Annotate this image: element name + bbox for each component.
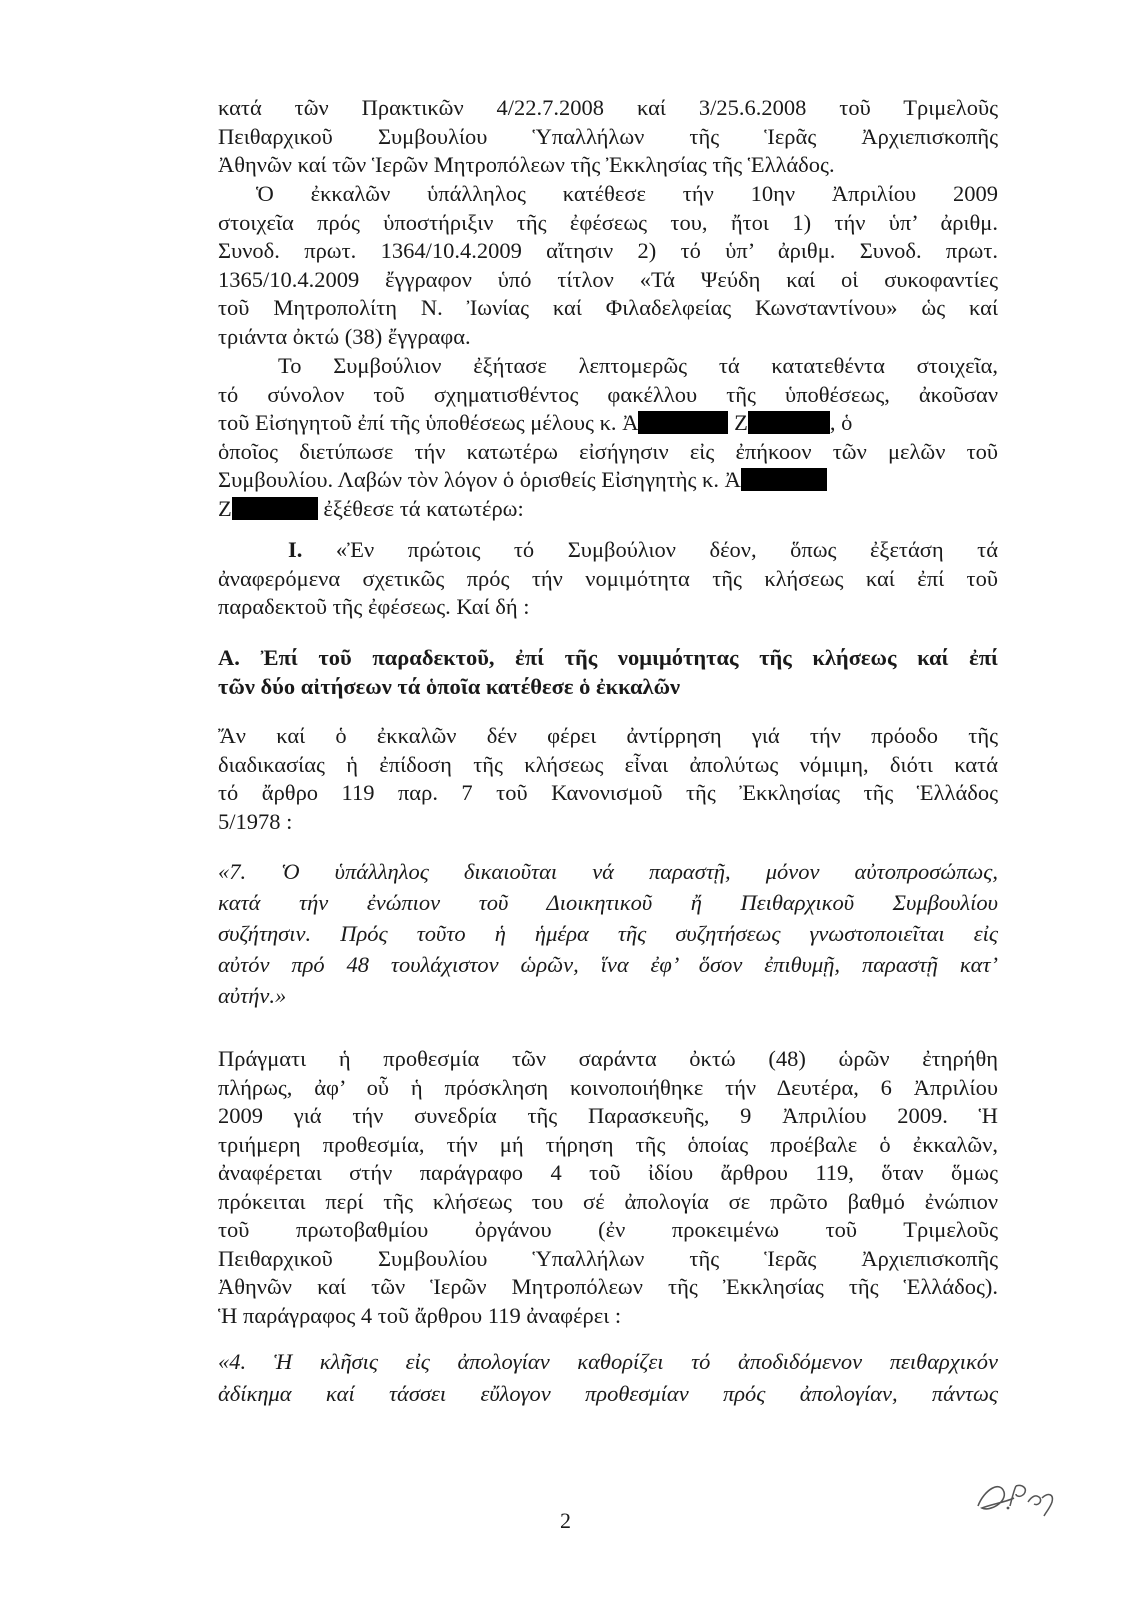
text-line: ἀναφερόμενα σχετικῶς πρός τήν νομιμότητα τῆς κλήσεως καί ἐπί τοῦ — [218, 565, 998, 591]
text-line: κατά τῶν Πρακτικῶν 4/22.7.2008 καί 3/25.6.2008 τοῦ Τριμελοῦς — [218, 95, 998, 120]
text-segment: Ἀ — [622, 410, 639, 435]
text-line: τριάντα ὀκτώ (38) ἔγγραφα. — [218, 323, 471, 349]
quote-line: «7. Ὁ ὑπάλληλος δικαιοῦται νά παραστῇ, μόνον αὐτοπροσώπως, — [218, 859, 998, 884]
quote-paragraph-7 — [218, 856, 998, 1011]
redaction-block — [741, 468, 827, 491]
text-line: 2009 γιά τήν συνεδρία τῆς Παρασκευῆς, 9 Ἀπριλίου 2009. Ἡ — [218, 1103, 998, 1128]
text-segment: τοῦ Εἰσηγητοῦ ἐπί τῆς ὑποθέσεως μέλους κ. — [218, 410, 617, 435]
section-numeral: I. — [288, 537, 303, 562]
page-number: 2 — [560, 1508, 571, 1533]
paragraph-5 — [218, 1045, 998, 1330]
text-line-with-redactions — [218, 495, 998, 524]
text-line: Ὁ ἐκκαλῶν ὑπάλληλος κατέθεσε τήν 10ην Ἀπριλίου 2009 — [256, 181, 998, 206]
text-line: παραδεκτοῦ τῆς ἐφέσεως. Καί δή : — [218, 594, 530, 619]
text-segment: ἐξέθεσε τά κατωτέρω: — [323, 495, 524, 521]
text-line: Συνοδ. πρωτ. 1364/10.4.2009 αἴτησιν 2) τό ὑπ’ ἀριθμ. Συνοδ. πρωτ. — [218, 238, 998, 263]
text-segment: , ὁ — [829, 410, 853, 435]
paragraph-1 — [218, 94, 998, 180]
quote-line: αὐτόν πρό 48 τουλάχιστον ὡρῶν, ἵνα ἐφ’ ὅσον ἐπιθυμῇ, παραστῇ κατ’ — [218, 952, 998, 977]
text-line-with-redactions — [218, 409, 998, 438]
text-line: Ἀθηνῶν καί τῶν Ἱερῶν Μητροπόλεων τῆς Ἐκκλησίας τῆς Ἑλλάδος. — [218, 152, 835, 177]
text-line: διαδικασίας ἡ ἐπίδοση τῆς κλήσεως εἶναι ἀπολύτως νόμιμη, διότι κατά — [218, 751, 998, 777]
text-line: Πειθαρχικοῦ Συμβουλίου Ὑπαλλήλων τῆς Ἱερᾶς Ἀρχιεπισκοπῆς — [218, 1245, 998, 1271]
section-i — [218, 536, 998, 622]
text-line: ὁποῖος διετύπωσε τήν κατωτέρω εἰσήγησιν εἰς ἐπήκοον τῶν μελῶν τοῦ — [218, 438, 998, 464]
redaction-block — [232, 497, 318, 520]
text-line: στοιχεῖα πρός ὑποστήριξιν τῆς ἐφέσεως του, ἤτοι 1) τήν ὑπ’ ἀριθμ. — [218, 209, 998, 235]
paragraph-3 — [218, 352, 998, 523]
paragraph-4 — [218, 722, 998, 836]
text-line: τοῦ πρωτοβαθμίου ὀργάνου (ἐν προκειμένω τοῦ Τριμελοῦς — [218, 1217, 998, 1242]
text-line: τριήμερη προθεσμία, τήν μή τήρηση τῆς ὁποίας προέβαλε ὁ ἐκκαλῶν, — [218, 1131, 998, 1157]
heading-line: τῶν δύο αἰτήσεων τά ὁποῖα κατέθεσε ὁ ἐκκαλῶν — [218, 673, 681, 699]
text-segment: Ζ — [734, 410, 748, 435]
text-line: τοῦ Μητροπολίτη Ν. Ἰωνίας καί Φιλαδελφείας Κωνσταντίνου» ὡς καί — [218, 295, 998, 320]
text-line: ἀναφέρεται στήν παράγραφο 4 τοῦ ἰδίου ἄρθρου 119, ὅταν ὅμως — [218, 1160, 998, 1185]
text-line: πλήρως, ἀφ’ οὗ ἡ πρόσκληση κοινοποιήθηκε τήν Δευτέρα, 6 Ἀπριλίου — [218, 1074, 998, 1100]
text-line: τό σύνολον τοῦ σχηματισθέντος φακέλλου τῆς ὑποθέσεως, ἀκοῦσαν — [218, 381, 998, 407]
text-line: Ἀθηνῶν καί τῶν Ἱερῶν Μητροπόλεων τῆς Ἐκκλησίας τῆς Ἑλλάδος). — [218, 1274, 998, 1299]
text-segment: Συμβουλίου. Λαβών τὸν λόγον ὁ ὁρισθείς Εἰσηγητὴς κ. — [218, 467, 719, 492]
text-segment: «Ἐν πρώτοις τό Συμβούλιον δέον, ὅπως ἐξετάση τά — [335, 537, 998, 562]
text-line: 5/1978 : — [218, 808, 293, 834]
text-line — [218, 536, 998, 565]
heading-a — [218, 644, 998, 701]
text-line: Ἡ παράγραφος 4 τοῦ ἄρθρου 119 ἀναφέρει : — [218, 1302, 622, 1328]
quote-line: ἀδίκημα καί τάσσει εὔλογον προθεσμίαν πρός ἀπολογίαν, πάντως — [218, 1381, 998, 1406]
text-segment: Ἀ — [724, 467, 741, 492]
quote-line: συζήτησιν. Πρός τοῦτο ἡ ἡμέρα τῆς συζητήσεως γνωστοποιεῖται εἰς — [218, 921, 998, 946]
quote-paragraph-4 — [218, 1346, 998, 1410]
text-line: πρόκειται περί τῆς κλήσεως του σέ ἀπολογία σε πρῶτο βαθμό ἐνώπιον — [218, 1188, 998, 1214]
quote-line: κατά τήν ἐνώπιον τοῦ Διοικητικοῦ ἤ Πειθαρχικοῦ Συμβουλίου — [218, 890, 998, 915]
redaction-block — [748, 411, 830, 434]
text-line: τό ἄρθρο 119 παρ. 7 τοῦ Κανονισμοῦ τῆς Ἐκκλησίας τῆς Ἑλλάδος — [218, 780, 998, 805]
text-line: Πράγματι ἡ προθεσμία τῶν σαράντα ὀκτώ (48) ὡρῶν ἐτηρήθη — [218, 1046, 998, 1071]
paragraph-2 — [218, 180, 998, 351]
text-line: Πειθαρχικοῦ Συμβουλίου Ὑπαλλήλων τῆς Ἱερᾶς Ἀρχιεπισκοπῆς — [218, 123, 998, 149]
quote-line: «4. Ἡ κλῆσις εἰς ἀπολογίαν καθορίζει τό ἀποδιδόμενον πειθαρχικόν — [218, 1349, 998, 1374]
text-line: Ἄν καί ὁ ἐκκαλῶν δέν φέρει ἀντίρρηση γιά τήν πρόοδο τῆς — [218, 723, 998, 748]
redaction-block — [638, 411, 728, 434]
text-line-with-redactions — [218, 466, 998, 495]
text-line: 1365/10.4.2009 ἔγγραφον ὑπό τίτλον «Τά Ψεύδη καί οἱ συκοφαντίες — [218, 266, 998, 292]
heading-line: Α. Ἐπί τοῦ παραδεκτοῦ, ἐπί τῆς νομιμότητας τῆς κλήσεως καί ἐπί — [218, 645, 998, 670]
quote-line: αὐτήν.» — [218, 983, 287, 1008]
text-segment: Ζ — [218, 495, 232, 521]
text-line: Το Συμβούλιον ἐξήτασε λεπτομερῶς τά κατατεθέντα στοιχεῖα, — [278, 353, 998, 378]
